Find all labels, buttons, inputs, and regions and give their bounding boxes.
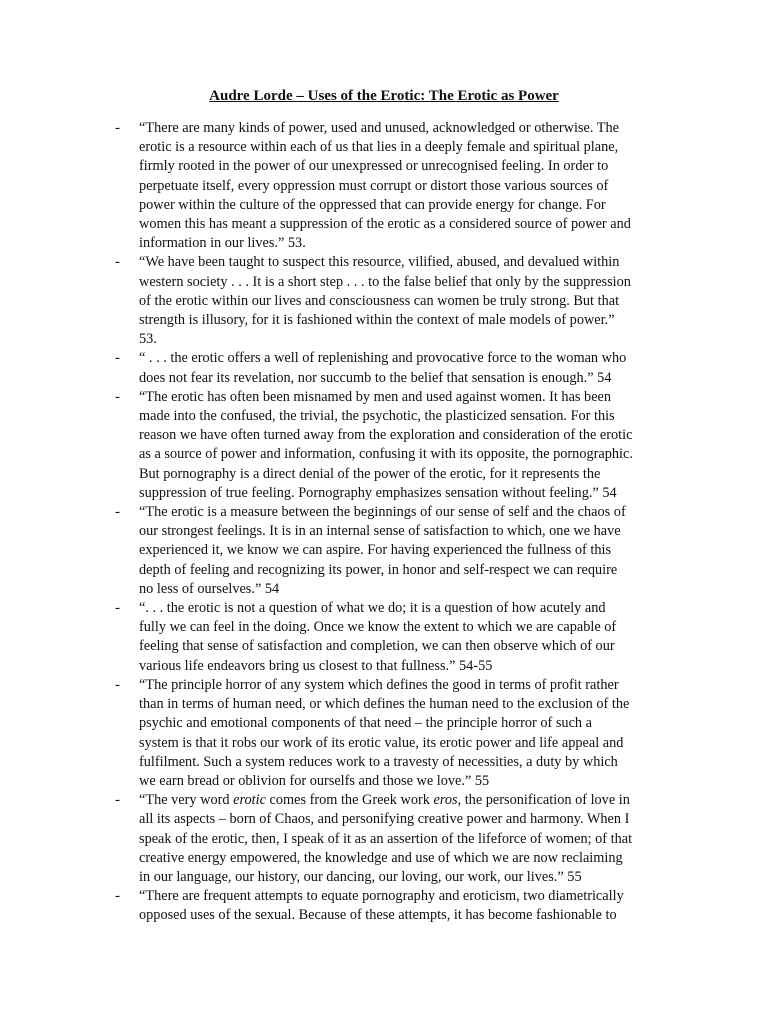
quote-line: speak of the erotic, then, I speak of it as an assertion of the lifeforce of women; of that	[139, 830, 633, 847]
quote-line: fulfilment. Such a system reduces work to a travesty of necessities, a duty by which	[139, 753, 618, 770]
quote-line: feeling that sense of satisfaction and completion, we can then observe which of our	[139, 638, 615, 655]
quote-text	[139, 791, 675, 887]
quote-text	[139, 676, 675, 791]
quote-line: experienced it, we know we can aspire. For having experienced the fullness of this	[139, 542, 612, 559]
bullet-dash: -	[115, 504, 120, 521]
quote-text	[139, 599, 675, 676]
document-title: Audre Lorde – Uses of the Erotic: The Erotic as Power	[209, 88, 559, 104]
quote-item	[0, 119, 768, 253]
quote-line: “There are many kinds of power, used and unused, acknowledged or otherwise. The	[139, 120, 619, 136]
quote-item	[0, 388, 768, 503]
quote-line: does not fear its revelation, nor succumb to the belief that sensation is enough.” 54	[139, 369, 612, 386]
quote-line: “The erotic is a measure between the beginnings of our sense of self and the chaos of	[139, 504, 626, 521]
quote-line: opposed uses of the sexual. Because of these attempts, it has become fashionable to	[139, 907, 617, 924]
bullet-dash: -	[115, 676, 120, 693]
bullet-dash: -	[115, 120, 120, 136]
bullet-dash: -	[115, 888, 120, 905]
quote-item	[0, 676, 768, 791]
quote-line: fully we can feel in the doing. Once we know the extent to which we are capable of	[139, 619, 617, 636]
quote-text	[139, 887, 675, 925]
quote-line: psychic and emotional components of that need – the principle horror of such a	[139, 715, 592, 732]
quote-line: “The erotic has often been misnamed by men and used against women. It has been	[139, 388, 612, 405]
quote-list	[0, 119, 768, 926]
bullet-dash: -	[115, 388, 120, 405]
bullet-dash: -	[115, 350, 120, 367]
quote-line: “There are frequent attempts to equate pornography and eroticism, two diametrically	[139, 888, 624, 905]
quote-item	[0, 887, 768, 925]
quote-line: power within the culture of the oppressed that can provide energy for change. For	[139, 196, 606, 213]
quote-line: women this has meant a suppression of the erotic as a considered source of power and	[139, 216, 631, 233]
quote-line: we earn bread or oblivion for ourselfs and those we love.” 55	[139, 772, 490, 789]
quote-line: depth of feeling and recognizing its power, in honor and self-respect we can require	[139, 561, 618, 578]
quote-text	[139, 253, 675, 349]
quote-line: in our language, our history, our dancing, our loving, our work, our lives.” 55	[139, 868, 582, 885]
quote-line: reason we have often turned away from the exploration and consideration of the erotic	[139, 427, 633, 444]
bullet-dash: -	[115, 254, 120, 271]
quote-line: “The very word erotic comes from the Greek work eros, the personification of love in	[139, 792, 630, 809]
quote-line: firmly rooted in the power of our unexpressed or unrecognised feeling. In order to	[139, 158, 609, 175]
quote-line: But pornography is a direct denial of the power of the erotic, for it represents the	[139, 465, 601, 482]
quote-line: western society . . . It is a short step . . . to the false belief that only by the suppression	[139, 273, 631, 290]
quote-line: information in our lives.” 53.	[139, 235, 306, 252]
quote-item	[0, 599, 768, 676]
quote-line: as a source of power and information, confusing it with its opposite, the pornographic.	[139, 446, 633, 463]
quote-text	[139, 388, 675, 503]
quote-line: our strongest feelings. It is in an internal sense of satisfaction to which, one we have	[139, 523, 621, 540]
quote-line: suppression of true feeling. Pornography emphasizes sensation without feeling.” 54	[139, 484, 617, 501]
quote-line: “The principle horror of any system which defines the good in terms of profit rather	[139, 676, 619, 693]
quote-text	[139, 119, 675, 253]
bullet-dash: -	[115, 792, 120, 809]
quote-line: 53.	[139, 331, 157, 348]
quote-item	[0, 503, 768, 599]
quote-line: strength is illusory, for it is fashioned within the context of male models of power.”	[139, 312, 615, 329]
quote-text	[139, 349, 675, 387]
quote-line: creative energy empowered, the knowledge and use of which we are now reclaiming	[139, 849, 623, 866]
quote-line: “We have been taught to suspect this resource, vilified, abused, and devalued within	[139, 254, 620, 271]
quote-line: various life endeavors bring us closest to that fullness.” 54-55	[139, 657, 493, 674]
quote-line: no less of ourselves.” 54	[139, 580, 280, 597]
quote-line: “ . . . the erotic offers a well of replenishing and provocative force to the woman who	[139, 350, 627, 367]
quote-line: of the erotic within our lives and consciousness can women be truly strong. But that	[139, 292, 620, 309]
quote-item	[0, 791, 768, 887]
quote-text	[139, 503, 675, 599]
quote-line: perpetuate itself, every oppression must corrupt or distort those various sources of	[139, 177, 609, 194]
quote-line: “. . . the erotic is not a question of what we do; it is a question of how acutely and	[139, 600, 606, 617]
quote-line: made into the confused, the trivial, the psychotic, the plasticized sensation. For this	[139, 408, 615, 425]
quote-item	[0, 349, 768, 387]
quote-line: all its aspects – born of Chaos, and personifying creative power and harmony. When I	[139, 811, 630, 828]
quote-line: erotic is a resource within each of us that lies in a deeply female and spiritual plane,	[139, 139, 619, 156]
quote-line: system is that it robs our work of its erotic value, its erotic power and life appeal and	[139, 734, 624, 751]
quote-item	[0, 253, 768, 349]
quote-line: than in terms of human need, or which defines the human need to the exclusion of the	[139, 696, 630, 713]
bullet-dash: -	[115, 600, 120, 617]
